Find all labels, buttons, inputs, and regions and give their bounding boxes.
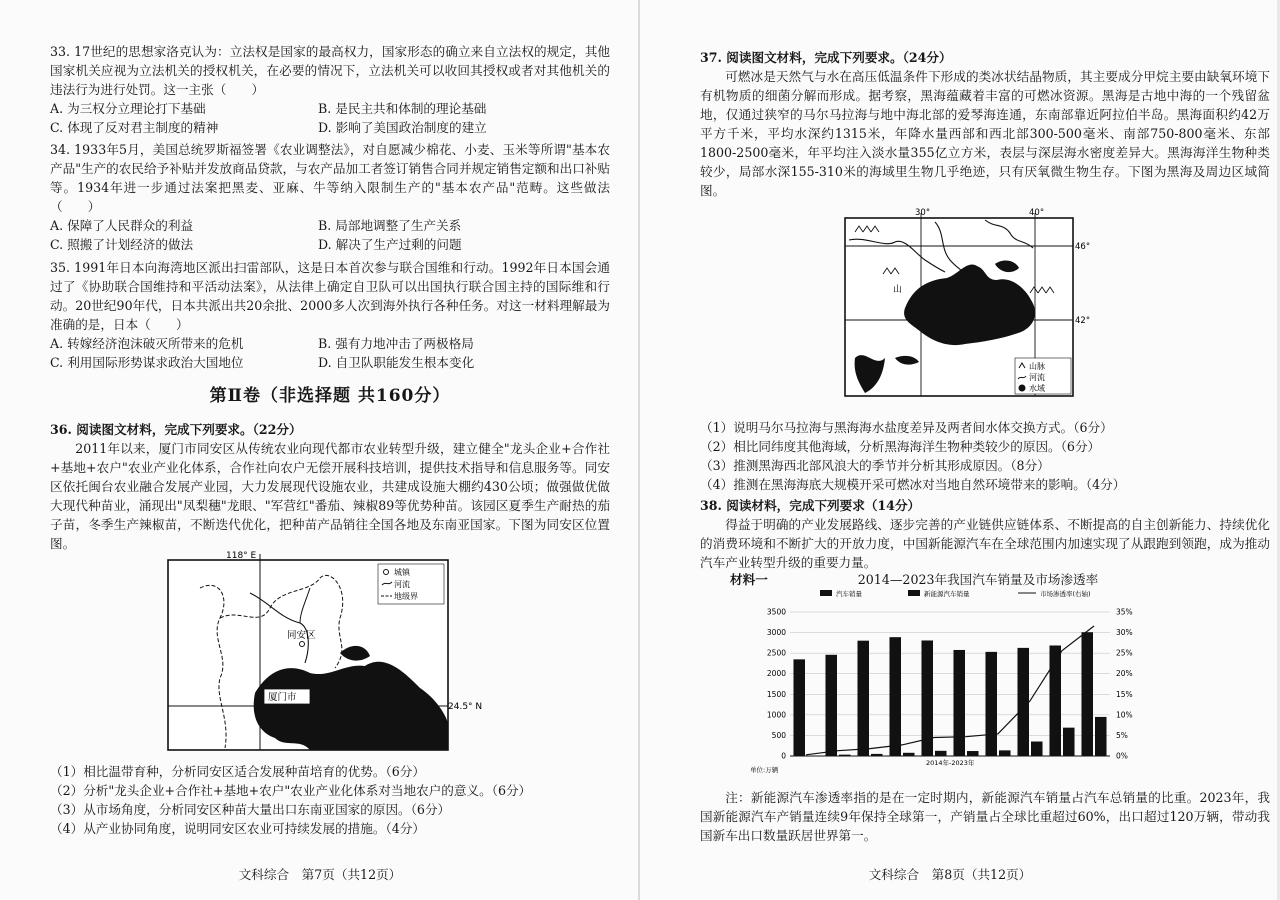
bar-nev-sales bbox=[1063, 728, 1075, 756]
question-36 bbox=[50, 420, 610, 553]
question-38-heading: 38. 阅读材料，完成下列要求（14分） bbox=[700, 498, 921, 513]
question-36-heading: 36. 阅读图文材料，完成下列要求。（22分） bbox=[50, 422, 302, 437]
y-tick-label: 500 bbox=[771, 730, 786, 740]
bar-car-sales bbox=[889, 637, 901, 756]
option-c: C. 利用国际形势谋求政治大国地位 bbox=[50, 355, 244, 370]
y-tick-label: 3000 bbox=[766, 628, 786, 638]
y2-tick-label: 15% bbox=[1116, 689, 1133, 699]
plot-area bbox=[767, 608, 1133, 761]
question-34-options-row-2 bbox=[50, 235, 610, 254]
section-ii-title: 第Ⅱ卷（非选择题 共160分） bbox=[209, 386, 451, 406]
task-1: （1）说明马尔马拉海与黑海海水盐度差异及两者间水体交换方式。（6分） bbox=[700, 420, 1113, 435]
option-b: B. 局部地调整了生产关系 bbox=[318, 218, 462, 233]
option-b: B. 是民主共和体制的理论基础 bbox=[318, 101, 487, 116]
bar-nev-sales bbox=[903, 753, 915, 756]
unit-label: 单位:万辆 bbox=[750, 766, 779, 774]
tongan-location-map bbox=[160, 548, 483, 758]
bar-car-sales bbox=[1081, 632, 1093, 756]
question-38 bbox=[700, 496, 1270, 572]
question-37-tasks bbox=[700, 418, 1270, 494]
label-tongan: 同安区 bbox=[287, 630, 316, 641]
question-35-options-row-1 bbox=[50, 334, 610, 353]
option-a: A. 为三权分立理论打下基础 bbox=[50, 101, 206, 116]
legend-swatch-nev-sales bbox=[908, 590, 920, 596]
y2-tick-label: 20% bbox=[1116, 669, 1133, 679]
y-tick-label: 0 bbox=[781, 751, 786, 761]
y2-tick-label: 30% bbox=[1116, 628, 1133, 638]
task-3: （3）从市场角度，分析同安区种苗大量出口东南亚国家的原因。（6分） bbox=[50, 802, 451, 817]
bar-nev-sales bbox=[967, 751, 979, 756]
bar-car-sales bbox=[953, 650, 965, 756]
y2-tick-label: 5% bbox=[1116, 730, 1128, 740]
page-footer-right: 文科综合 第8页（共12页） bbox=[868, 867, 1032, 882]
option-a: A. 保障了人民群众的利益 bbox=[50, 218, 194, 233]
task-4: （4）从产业协同角度，说明同安区农业可持续发展的措施。（4分） bbox=[50, 821, 425, 836]
question-33-stem: 33. 17世纪的思想家洛克认为：立法权是国家的最高权力，国家形态的确立来自立法权的规定，其他国家机关应视为立法机关的授权机关，在必要的情况下，立法机关可以收回其授权或者对其他机关的违法行为进行处罚。这一主张（ ） bbox=[50, 44, 610, 97]
bar-nev-sales bbox=[999, 750, 1011, 756]
question-33 bbox=[50, 42, 610, 137]
legend-mountain: 山脉 bbox=[1029, 362, 1045, 371]
question-37-material: 可燃冰是天然气与水在高压低温条件下形成的类冰状结晶物质，其主要成分甲烷主要由缺氧环境下有机物质的细菌分解而形成。据考察，黑海蕴藏着丰富的可燃冰资源。黑海是古地中海的一个残留盆地，仅通过狭窄的马尔马拉海与地中海北部的爱琴海连通，东南部靠近阿拉伯半岛。黑海面积约42万平方千米，平均水深约1315米，年降水量西部和西北部300-500毫米、南部750-800毫米、东部1800-2500毫米，年平均注入淡水量355亿立方米，表层与深层海水密度差异大。黑海海洋生物种类较少，局部水深155-310米的海域里生物几乎绝迹，只有厌氧微生物生存。下图为黑海及周边区域简图。 bbox=[700, 69, 1270, 198]
label-40e: 40° bbox=[1029, 208, 1045, 218]
legend-town: 城镇 bbox=[394, 568, 410, 577]
label-46n: 46° bbox=[1075, 242, 1091, 252]
bar-nev-sales bbox=[871, 754, 883, 756]
option-b: B. 强有力地冲击了两极格局 bbox=[318, 336, 474, 351]
option-c: C. 体现了反对君主制度的精神 bbox=[50, 120, 219, 135]
page-footer-left: 文科综合 第7页（共12页） bbox=[238, 867, 402, 882]
y2-tick-label: 25% bbox=[1116, 648, 1133, 658]
task-2: （2）相比同纬度其他海域，分析黑海海洋生物种类较少的原因。（6分） bbox=[700, 439, 1101, 454]
legend-penetration: 市场渗透率(右轴) bbox=[1040, 590, 1091, 598]
question-37-heading: 37. 阅读图文材料，完成下列要求。（24分） bbox=[700, 50, 952, 65]
bar-nev-sales bbox=[935, 751, 947, 756]
label-mountain: 山 bbox=[893, 285, 903, 295]
chart-legend bbox=[820, 589, 1091, 598]
question-35 bbox=[50, 258, 610, 372]
label-xiamen: 厦门市 bbox=[268, 692, 297, 703]
legend-water: 水域 bbox=[1029, 384, 1045, 393]
question-34-stem: 34. 1933年5月，美国总统罗斯福签署《农业调整法》，对自愿减少棉花、小麦、玉米等所谓"基本农产品"生产的农民给予补贴并发放商品贷款，与农产品加工者签订销售合同并规定销售定额和出口补贴等。1934年进一步通过法案把黑麦、亚麻、牛等纳入限制生产的"基本农产品"范畴。这些做法（ ） bbox=[50, 142, 610, 214]
note-text: 注：新能源汽车渗透率指的是在一定时期内，新能源汽车销量占汽车总销量的比重。2023年，我国新能源汽车产销量连续9年保持全球第一，产销量占全球比重超过60%，出口超过120万辆，带动我国新车出口数量跃居世界第一。 bbox=[700, 790, 1270, 843]
legend-car-sales: 汽车销量 bbox=[836, 590, 862, 598]
x-axis-label: 2014年-2023年 bbox=[926, 759, 975, 767]
bar-nev-sales bbox=[1095, 717, 1107, 756]
label-30e: 30° bbox=[915, 208, 931, 218]
page-8 bbox=[660, 0, 1280, 900]
y2-tick-label: 0% bbox=[1116, 751, 1128, 761]
question-38-note bbox=[700, 788, 1270, 845]
bar-car-sales bbox=[825, 655, 837, 756]
black-sea-map bbox=[835, 208, 1105, 413]
task-4: （4）推测在黑海海底大规模开采可燃冰对当地自然环境带来的影响。（4分） bbox=[700, 477, 1126, 492]
question-36-tasks bbox=[50, 762, 610, 838]
option-d: D. 影响了美国政治制度的建立 bbox=[318, 120, 487, 135]
question-38-material: 得益于明确的产业发展路线、逐步完善的产业链供应链体系、不断提高的自主创新能力、持续优化的消费环境和不断扩大的开放力度，中国新能源汽车在全球范围内加速实现了从跟跑到领跑，成为推动汽车产业转型升级的重要力量。 bbox=[700, 517, 1270, 570]
bar-car-sales bbox=[1017, 648, 1029, 756]
label-118e: 118° E bbox=[226, 551, 257, 561]
task-1: （1）相比温带育种，分析同安区适合发展种苗培育的优势。（6分） bbox=[50, 764, 425, 779]
y-tick-label: 1000 bbox=[766, 710, 786, 720]
bar-nev-sales bbox=[1031, 742, 1043, 756]
question-34 bbox=[50, 140, 610, 254]
y-tick-label: 3500 bbox=[766, 607, 786, 617]
y2-tick-label: 35% bbox=[1116, 607, 1133, 617]
question-36-material: 2011年以来，厦门市同安区从传统农业向现代都市农业转型升级，建立健全"龙头企业+合作社+基地+农户"农业产业化体系，合作社向农户无偿开展科技培训，提供技术指导和信息服务等。同安区依托闽台农业融合发展产业园，大力发展现代设施农业，共建成设施大棚约430公顷；做强做优做大现代种苗业，涌现出"凤梨穗"龙眼、"军营红"番茄、辣椒89等优势种苗。该园区夏季生产耐热的茄子苗，冬季生产辣椒苗，不断迭代优化，把种苗产品销往全国各地及东南亚国家。下图为同安区位置图。 bbox=[50, 441, 610, 551]
question-35-options-row-2 bbox=[50, 353, 610, 372]
bar-car-sales bbox=[793, 659, 805, 756]
town-legend-icon bbox=[384, 570, 389, 575]
task-3: （3）推测黑海西北部风浪大的季节并分析其形成原因。（8分） bbox=[700, 458, 1050, 473]
legend-river: 河流 bbox=[394, 580, 410, 589]
legend-river: 河流 bbox=[1029, 373, 1045, 382]
y-tick-label: 2000 bbox=[766, 669, 786, 679]
y2-tick-label: 10% bbox=[1116, 710, 1133, 720]
chart-title: 2014—2023年我国汽车销量及市场渗透率 bbox=[857, 572, 1099, 587]
question-37 bbox=[700, 48, 1270, 200]
option-d: D. 自卫队职能发生根本变化 bbox=[318, 355, 475, 370]
label-42n: 42° bbox=[1075, 316, 1091, 326]
bar-car-sales bbox=[985, 652, 997, 756]
legend-boundary: 地级界 bbox=[394, 592, 418, 601]
page-7 bbox=[20, 0, 640, 900]
question-33-options-row-2 bbox=[50, 118, 610, 137]
bar-car-sales bbox=[857, 641, 869, 756]
legend-swatch-car-sales bbox=[820, 590, 832, 596]
car-sales-chart bbox=[750, 586, 1170, 776]
town-marker bbox=[300, 642, 305, 647]
legend-nev-sales: 新能源汽车销量 bbox=[924, 590, 970, 598]
task-2: （2）分析"龙头企业+合作社+基地+农户"农业产业化体系对当地农户的意义。（6分） bbox=[50, 783, 532, 798]
option-d: D. 解决了生产过剩的问题 bbox=[318, 237, 462, 252]
y-tick-label: 1500 bbox=[766, 689, 786, 699]
water-legend-icon bbox=[1019, 385, 1026, 392]
question-35-stem: 35. 1991年日本向海湾地区派出扫雷部队，这是日本首次参与联合国维和行动。1992年日本国会通过了《协助联合国维持和平活动法案》，从法律上确定自卫队可以出国执行联合国主持的国际维和行动。20世纪90年代，日本共派出共20余批、2000多人次到海外执行各种任务。对这一材料理解最为准确的是，日本（ ） bbox=[50, 260, 610, 332]
option-a: A. 转嫁经济泡沫破灭所带来的危机 bbox=[50, 336, 244, 351]
question-34-options-row-1 bbox=[50, 216, 610, 235]
material-label: 材料一 bbox=[730, 572, 768, 587]
label-24-5n: 24.5° N bbox=[448, 702, 483, 712]
question-33-options-row-1 bbox=[50, 99, 610, 118]
y-tick-label: 2500 bbox=[766, 648, 786, 658]
bar-nev-sales bbox=[839, 755, 851, 756]
option-c: C. 照搬了计划经济的做法 bbox=[50, 237, 194, 252]
